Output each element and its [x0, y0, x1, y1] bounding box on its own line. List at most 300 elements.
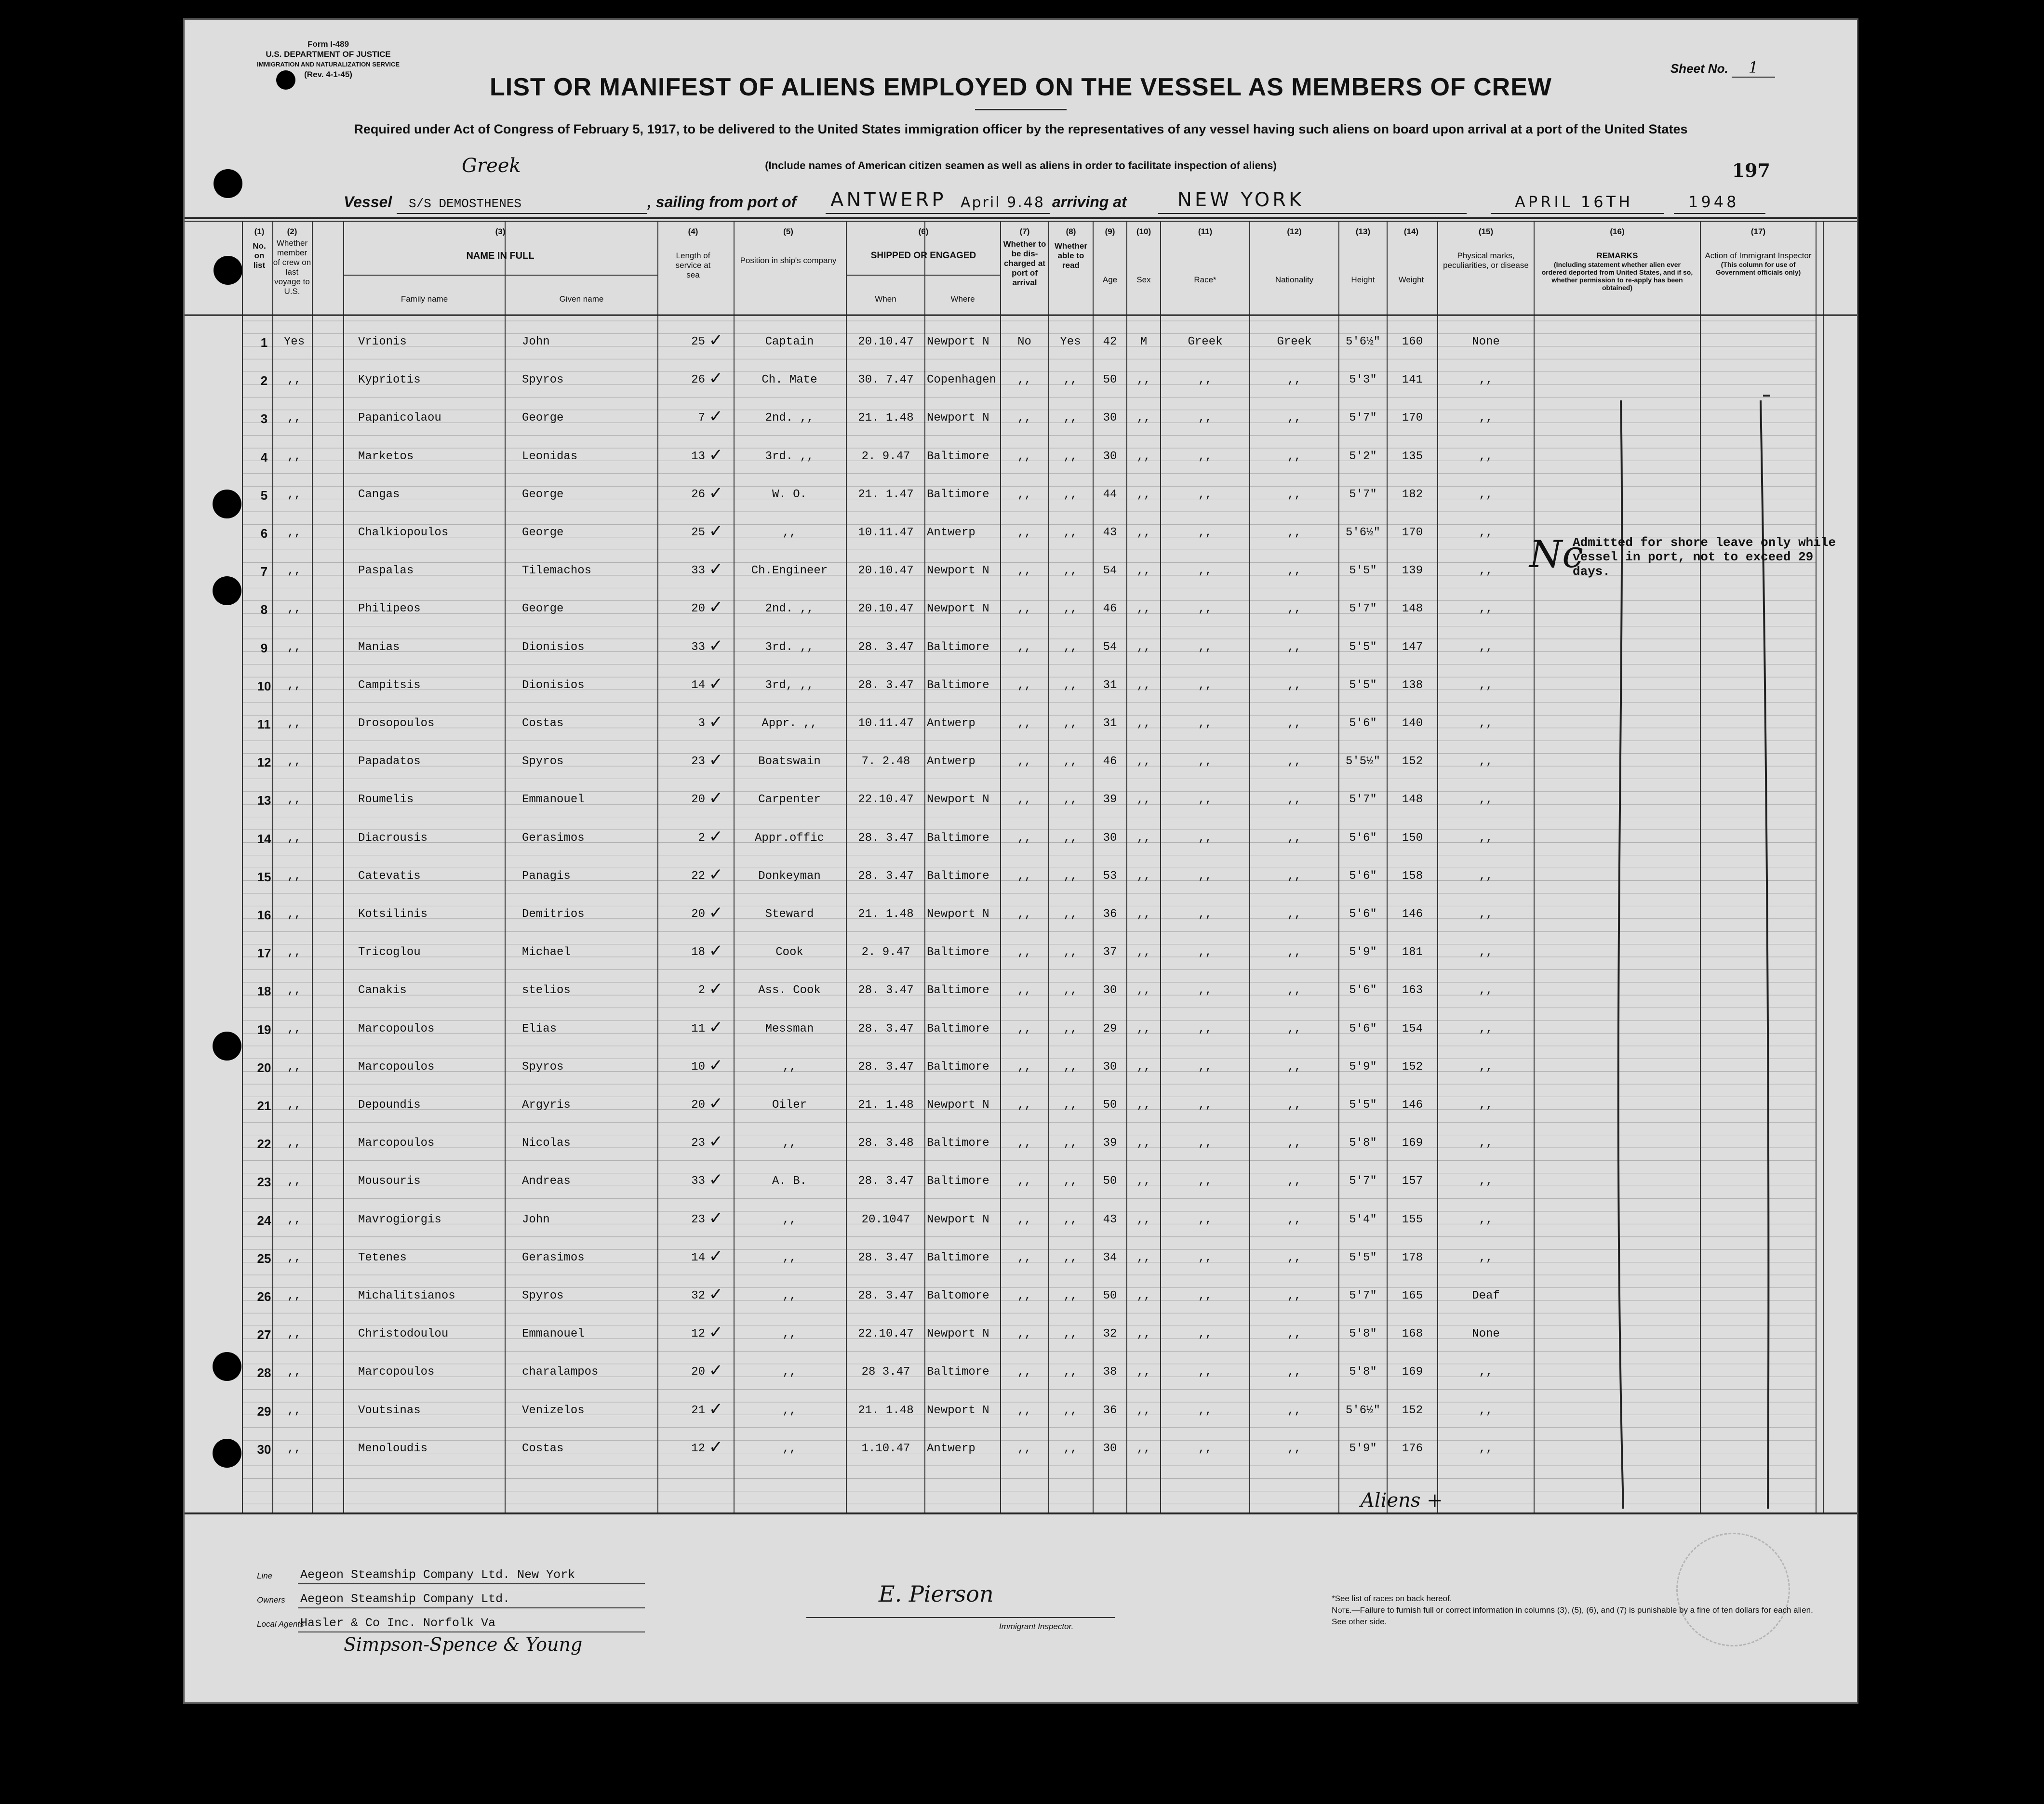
- inspector-signature: E. Pierson: [879, 1581, 994, 1607]
- cell-service: 26: [691, 488, 705, 501]
- cell-sex: ,,: [1136, 1137, 1151, 1150]
- cell-prev-voyage: Yes: [283, 335, 305, 348]
- cell-when: 7. 2.48: [861, 755, 910, 769]
- cell-read: ,,: [1063, 373, 1078, 387]
- check-mark: ✓: [710, 1208, 722, 1230]
- cell-read: ,,: [1063, 1251, 1078, 1264]
- cell-position: Ch.Engineer: [751, 564, 828, 578]
- cell-position: Steward: [765, 908, 814, 921]
- cell-nationality: ,,: [1287, 1175, 1301, 1188]
- cell-service: 25: [691, 526, 705, 539]
- cell-sex: ,,: [1136, 793, 1151, 807]
- cell-height: 5'8": [1349, 1327, 1377, 1341]
- cell-where: Baltimore: [927, 1060, 989, 1074]
- cell-prev-voyage: ,,: [287, 564, 301, 578]
- cell-no: 12: [257, 755, 271, 770]
- cell-height: 5'6": [1349, 869, 1377, 883]
- check-mark: ✓: [710, 483, 722, 505]
- cell-where: Antwerp: [927, 526, 975, 539]
- cell-marks: ,,: [1479, 946, 1493, 959]
- table-row: [185, 1285, 1857, 1309]
- cell-sex: ,,: [1136, 1366, 1151, 1379]
- cell-weight: 182: [1402, 488, 1423, 501]
- cell-service: 12: [691, 1442, 705, 1455]
- cell-prev-voyage: ,,: [287, 755, 301, 769]
- cell-race: ,,: [1198, 908, 1212, 921]
- cell-height: 5'8": [1349, 1137, 1377, 1150]
- check-mark: ✓: [710, 979, 722, 1001]
- cell-marks: ,,: [1479, 373, 1493, 387]
- check-mark: ✓: [710, 1399, 722, 1421]
- cell-given-name: John: [522, 335, 550, 348]
- cell-nationality: ,,: [1287, 1060, 1301, 1074]
- cell-read: ,,: [1063, 984, 1078, 997]
- agents-handwritten: Simpson-Spence & Young: [344, 1634, 583, 1655]
- cell-nationality: ,,: [1287, 1213, 1301, 1226]
- cell-given-name: Gerasimos: [522, 831, 585, 845]
- cell-read: ,,: [1063, 450, 1078, 463]
- cell-nationality: ,,: [1287, 869, 1301, 883]
- cell-given-name: John: [522, 1213, 550, 1226]
- table-row: [185, 1361, 1857, 1385]
- table-row: [185, 979, 1857, 1003]
- check-mark: ✓: [710, 941, 722, 963]
- table-row: [185, 788, 1857, 812]
- cell-no: 9: [260, 640, 268, 655]
- line-label: Line: [257, 1571, 273, 1580]
- cell-weight: 148: [1402, 793, 1423, 807]
- cell-weight: 181: [1402, 946, 1423, 959]
- cell-prev-voyage: ,,: [287, 373, 301, 387]
- cell-service: 14: [691, 1251, 705, 1264]
- cell-when: 28. 3.48: [858, 1137, 914, 1150]
- cell-service: 32: [691, 1289, 705, 1302]
- cell-sex: ,,: [1136, 1251, 1151, 1264]
- cell-read: ,,: [1063, 1099, 1078, 1112]
- cell-weight: 148: [1402, 602, 1423, 616]
- cell-discharged: ,,: [1017, 488, 1031, 501]
- cell-family-name: Tricoglou: [358, 946, 421, 959]
- cell-weight: 165: [1402, 1289, 1423, 1302]
- cell-prev-voyage: ,,: [287, 1327, 301, 1341]
- cell-nationality: ,,: [1287, 717, 1301, 730]
- cell-nationality: ,,: [1287, 488, 1301, 501]
- cell-weight: 147: [1402, 640, 1423, 654]
- cell-discharged: ,,: [1017, 1251, 1031, 1264]
- cell-marks: ,,: [1479, 1060, 1493, 1074]
- cell-weight: 146: [1402, 908, 1423, 921]
- cell-family-name: Michalitsianos: [358, 1289, 455, 1302]
- cell-height: 5'6": [1349, 717, 1377, 730]
- cell-race: ,,: [1198, 373, 1212, 387]
- cell-height: 5'7": [1349, 1289, 1377, 1302]
- cell-sex: ,,: [1136, 488, 1151, 501]
- cell-sex: ,,: [1136, 1022, 1151, 1035]
- cell-weight: 158: [1402, 869, 1423, 883]
- cell-no: 22: [257, 1137, 271, 1152]
- crew-table: [185, 217, 1857, 1516]
- cell-race: ,,: [1198, 869, 1212, 883]
- cell-service: 13: [691, 450, 705, 463]
- height-column-annotation: Aliens +: [1361, 1489, 1443, 1512]
- cell-read: ,,: [1063, 1327, 1078, 1341]
- cell-prev-voyage: ,,: [287, 984, 301, 997]
- cell-age: 50: [1103, 373, 1117, 387]
- cell-discharged: ,,: [1017, 717, 1031, 730]
- cell-read: Yes: [1060, 335, 1081, 348]
- cell-given-name: Nicolas: [522, 1137, 571, 1150]
- punch-hole: [214, 169, 242, 198]
- cell-given-name: Venizelos: [522, 1404, 585, 1417]
- check-mark: ✓: [710, 1437, 722, 1459]
- cell-height: 5'9": [1349, 946, 1377, 959]
- cell-when: 28. 3.47: [858, 831, 914, 845]
- cell-discharged: ,,: [1017, 1366, 1031, 1379]
- cell-weight: 152: [1402, 755, 1423, 769]
- page-subtitle: Required under Act of Congress of February 5, 1917, to be delivered to the United States immigration officer by the representatives of any vessel having such aliens on board upon arrival at a port of the United States: [354, 122, 1688, 136]
- cell-no: 29: [257, 1404, 271, 1419]
- cell-family-name: Christodoulou: [358, 1327, 449, 1341]
- cell-no: 2: [260, 373, 268, 388]
- cell-age: 31: [1103, 717, 1117, 730]
- cell-discharged: ,,: [1017, 1022, 1031, 1035]
- cell-family-name: Manias: [358, 640, 400, 654]
- cell-race: ,,: [1198, 678, 1212, 692]
- cell-marks: Deaf: [1472, 1289, 1500, 1302]
- cell-when: 22.10.47: [858, 793, 914, 807]
- cell-race: ,,: [1198, 526, 1212, 539]
- cell-no: 14: [257, 831, 271, 846]
- cell-age: 32: [1103, 1327, 1117, 1341]
- cell-when: 20.10.47: [858, 564, 914, 578]
- cell-given-name: Dionisios: [522, 678, 585, 692]
- cell-family-name: Canakis: [358, 984, 407, 997]
- cell-race: ,,: [1198, 564, 1212, 578]
- cell-age: 39: [1103, 793, 1117, 807]
- cell-discharged: ,,: [1017, 1175, 1031, 1188]
- cell-given-name: charalampos: [522, 1366, 599, 1379]
- cell-marks: ,,: [1479, 450, 1493, 463]
- cell-height: 5'7": [1349, 1175, 1377, 1188]
- cell-race: ,,: [1198, 1289, 1212, 1302]
- port-of-arrival: NEW YORK: [1177, 189, 1305, 211]
- cell-age: 30: [1103, 831, 1117, 845]
- cell-where: Newport N: [927, 411, 989, 425]
- table-row: [185, 1399, 1857, 1423]
- check-mark: ✓: [710, 712, 722, 734]
- cell-given-name: Leonidas: [522, 450, 578, 463]
- cell-nationality: ,,: [1287, 450, 1301, 463]
- cell-where: Baltomore: [927, 1289, 989, 1302]
- cell-no: 26: [257, 1289, 271, 1304]
- cell-where: Newport N: [927, 564, 989, 578]
- cell-given-name: Costas: [522, 1442, 564, 1455]
- table-row: [185, 674, 1857, 698]
- owners-label: Owners: [257, 1595, 285, 1605]
- cell-family-name: Kypriotis: [358, 373, 421, 387]
- cell-sex: ,,: [1136, 602, 1151, 616]
- handwritten-annotation: Greek: [462, 155, 521, 177]
- cell-nationality: ,,: [1287, 564, 1301, 578]
- arrival-date: APRIL 16TH: [1515, 193, 1633, 211]
- cell-family-name: Kotsilinis: [358, 908, 428, 921]
- cell-prev-voyage: ,,: [287, 1137, 301, 1150]
- check-mark: ✓: [710, 674, 722, 696]
- cell-age: 44: [1103, 488, 1117, 501]
- cell-marks: ,,: [1479, 1022, 1493, 1035]
- col-header-no: (1) No. on list: [253, 227, 266, 270]
- cell-given-name: Elias: [522, 1022, 557, 1035]
- check-mark: ✓: [710, 521, 722, 543]
- cell-family-name: Marcopoulos: [358, 1060, 435, 1074]
- cell-family-name: Catevatis: [358, 869, 421, 883]
- cell-age: 36: [1103, 908, 1117, 921]
- cell-sex: ,,: [1136, 1099, 1151, 1112]
- cell-height: 5'5": [1349, 564, 1377, 578]
- cell-no: 6: [260, 526, 268, 541]
- cell-discharged: ,,: [1017, 831, 1031, 845]
- cell-position: 2nd. ,,: [765, 411, 814, 425]
- cell-height: 5'9": [1349, 1442, 1377, 1455]
- cell-service: 3: [698, 717, 705, 730]
- cell-where: Baltimore: [927, 1366, 989, 1379]
- cell-when: 20.1047: [861, 1213, 910, 1226]
- cell-position: Ch. Mate: [761, 373, 817, 387]
- cell-age: 30: [1103, 450, 1117, 463]
- cell-weight: 140: [1402, 717, 1423, 730]
- cell-nationality: ,,: [1287, 411, 1301, 425]
- col-header-when: When: [875, 294, 896, 304]
- cell-sex: ,,: [1136, 946, 1151, 959]
- cell-family-name: Paspalas: [358, 564, 414, 578]
- check-mark: ✓: [710, 597, 722, 620]
- cell-where: Newport N: [927, 1327, 989, 1341]
- cell-nationality: ,,: [1287, 1404, 1301, 1417]
- cell-where: Antwerp: [927, 755, 975, 769]
- cell-position: Cook: [775, 946, 803, 959]
- cell-when: 22.10.47: [858, 1327, 914, 1341]
- cell-height: 5'5½": [1345, 755, 1380, 769]
- cell-marks: ,,: [1479, 1366, 1493, 1379]
- cell-where: Baltimore: [927, 640, 989, 654]
- cell-position: 3rd, ,,: [765, 678, 814, 692]
- cell-weight: 176: [1402, 1442, 1423, 1455]
- cell-family-name: Marcopoulos: [358, 1022, 435, 1035]
- cell-sex: ,,: [1136, 1060, 1151, 1074]
- cell-family-name: Marcopoulos: [358, 1137, 435, 1150]
- manifest-sheet: [183, 18, 1858, 1704]
- cell-family-name: Papanicolaou: [358, 411, 441, 425]
- cell-height: 5'7": [1349, 793, 1377, 807]
- cell-prev-voyage: ,,: [287, 602, 301, 616]
- cell-age: 53: [1103, 869, 1117, 883]
- cell-where: Baltimore: [927, 1022, 989, 1035]
- cell-height: 5'6½": [1345, 526, 1380, 539]
- cell-given-name: Spyros: [522, 1060, 564, 1074]
- check-mark: ✓: [710, 1017, 722, 1039]
- cell-sex: ,,: [1136, 869, 1151, 883]
- cell-given-name: Michael: [522, 946, 571, 959]
- cell-weight: 168: [1402, 1327, 1423, 1341]
- cell-nationality: ,,: [1287, 1327, 1301, 1341]
- cell-nationality: ,,: [1287, 1289, 1301, 1302]
- table-row: [185, 712, 1857, 736]
- cell-read: ,,: [1063, 1213, 1078, 1226]
- cell-where: Baltimore: [927, 946, 989, 959]
- agents-label: Local Agents: [257, 1619, 304, 1629]
- cell-where: Copenhagen: [927, 373, 997, 387]
- table-row: [185, 1170, 1857, 1194]
- cell-service: 2: [698, 831, 705, 845]
- cell-when: 28. 3.47: [858, 1251, 914, 1264]
- cell-read: ,,: [1063, 755, 1078, 769]
- cell-family-name: Diacrousis: [358, 831, 428, 845]
- check-mark: ✓: [710, 864, 722, 887]
- cell-service: 10: [691, 1060, 705, 1074]
- instruction-note: (Include names of American citizen seamen as well as aliens in order to facilitate inspection of aliens): [765, 159, 1277, 172]
- cell-no: 8: [260, 602, 268, 617]
- cell-discharged: ,,: [1017, 1327, 1031, 1341]
- table-row: [185, 826, 1857, 851]
- table-row: [185, 1437, 1857, 1461]
- cell-sex: ,,: [1136, 640, 1151, 654]
- cell-marks: ,,: [1479, 411, 1493, 425]
- cell-read: ,,: [1063, 1060, 1078, 1074]
- col-header-age: (9) Age: [1102, 227, 1118, 284]
- cell-read: ,,: [1063, 602, 1078, 616]
- cell-service: 20: [691, 1099, 705, 1112]
- cell-sex: ,,: [1136, 450, 1151, 463]
- cell-given-name: stelios: [522, 984, 571, 997]
- cell-family-name: Philipeos: [358, 602, 421, 616]
- col-header-service: (4) Length of service at sea: [675, 227, 711, 279]
- cell-discharged: ,,: [1017, 1137, 1031, 1150]
- cell-discharged: ,,: [1017, 602, 1031, 616]
- cell-family-name: Mavrogiorgis: [358, 1213, 441, 1226]
- cell-where: Baltimore: [927, 488, 989, 501]
- cell-marks: ,,: [1479, 869, 1493, 883]
- cell-no: 15: [257, 869, 271, 884]
- cell-position: ,,: [782, 1251, 797, 1264]
- cell-marks: ,,: [1479, 717, 1493, 730]
- arrival-year: 1948: [1688, 193, 1739, 211]
- check-mark: ✓: [710, 1170, 722, 1192]
- cell-height: 5'4": [1349, 1213, 1377, 1226]
- cell-position: ,,: [782, 1137, 797, 1150]
- cell-race: ,,: [1198, 793, 1212, 807]
- cell-when: 21. 1.47: [858, 488, 914, 501]
- cell-position: Boatswain: [758, 755, 821, 769]
- cell-given-name: Spyros: [522, 755, 564, 769]
- cell-marks: None: [1472, 335, 1500, 348]
- cell-age: 30: [1103, 1442, 1117, 1455]
- cell-service: 20: [691, 602, 705, 616]
- cell-read: ,,: [1063, 1289, 1078, 1302]
- cell-read: ,,: [1063, 1366, 1078, 1379]
- cell-position: Ass. Cook: [758, 984, 821, 997]
- cell-no: 3: [260, 411, 268, 426]
- cell-no: 24: [257, 1213, 271, 1228]
- check-mark: ✓: [710, 559, 722, 582]
- cell-position: ,,: [782, 1442, 797, 1455]
- cell-prev-voyage: ,,: [287, 869, 301, 883]
- title-rule: [975, 109, 1067, 110]
- cell-marks: ,,: [1479, 1099, 1493, 1112]
- cell-where: Baltimore: [927, 984, 989, 997]
- cell-family-name: Tetenes: [358, 1251, 407, 1264]
- table-row: [185, 1055, 1857, 1080]
- cell-discharged: ,,: [1017, 1213, 1031, 1226]
- table-row: [185, 445, 1857, 469]
- cell-no: 19: [257, 1022, 271, 1037]
- cell-no: 17: [257, 946, 271, 961]
- col-header-height: (13) Height: [1351, 227, 1375, 284]
- cell-discharged: ,,: [1017, 640, 1031, 654]
- col-header-family-name: Family name: [401, 294, 448, 304]
- check-mark: ✓: [710, 636, 722, 658]
- col-header-weight: (14) Weight: [1398, 227, 1424, 284]
- cell-sex: ,,: [1136, 1175, 1151, 1188]
- cell-read: ,,: [1063, 1442, 1078, 1455]
- cell-race: ,,: [1198, 1366, 1212, 1379]
- cell-where: Baltimore: [927, 1251, 989, 1264]
- cell-when: 20.10.47: [858, 602, 914, 616]
- cell-sex: ,,: [1136, 1289, 1151, 1302]
- cell-height: 5'6": [1349, 831, 1377, 845]
- cell-marks: ,,: [1479, 488, 1493, 501]
- cell-race: ,,: [1198, 488, 1212, 501]
- cell-read: ,,: [1063, 1022, 1078, 1035]
- cell-age: 36: [1103, 1404, 1117, 1417]
- cell-nationality: ,,: [1287, 1442, 1301, 1455]
- cell-no: 27: [257, 1327, 271, 1342]
- cell-weight: 170: [1402, 411, 1423, 425]
- cell-prev-voyage: ,,: [287, 717, 301, 730]
- cell-given-name: Panagis: [522, 869, 571, 883]
- cell-prev-voyage: ,,: [287, 831, 301, 845]
- col-header-action: (17) Action of Immigrant Inspector (This column for use of Government officials only): [1705, 227, 1812, 276]
- cell-when: 1.10.47: [861, 1442, 910, 1455]
- cell-nationality: ,,: [1287, 602, 1301, 616]
- cell-read: ,,: [1063, 678, 1078, 692]
- cell-discharged: ,,: [1017, 678, 1031, 692]
- cell-position: A. B.: [772, 1175, 807, 1188]
- cell-where: Baltimore: [927, 831, 989, 845]
- cell-race: ,,: [1198, 1175, 1212, 1188]
- cell-position: W. O.: [772, 488, 807, 501]
- table-row: [185, 903, 1857, 927]
- cell-weight: 160: [1402, 335, 1423, 348]
- cell-service: 2: [698, 984, 705, 997]
- cell-nationality: ,,: [1287, 1022, 1301, 1035]
- cell-sex: ,,: [1136, 1404, 1151, 1417]
- col-header-race: (11) Race*: [1194, 227, 1216, 284]
- cell-marks: ,,: [1479, 640, 1493, 654]
- cell-family-name: Mousouris: [358, 1175, 421, 1188]
- cell-weight: 141: [1402, 373, 1423, 387]
- check-mark: ✓: [710, 407, 722, 429]
- cell-sex: ,,: [1136, 373, 1151, 387]
- cell-where: Newport N: [927, 1213, 989, 1226]
- cell-given-name: Argyris: [522, 1099, 571, 1112]
- cell-service: 26: [691, 373, 705, 387]
- cell-race: ,,: [1198, 1327, 1212, 1341]
- cell-prev-voyage: ,,: [287, 1289, 301, 1302]
- cell-service: 7: [698, 411, 705, 425]
- cell-given-name: Demitrios: [522, 908, 585, 921]
- cell-nationality: ,,: [1287, 526, 1301, 539]
- cell-height: 5'3": [1349, 373, 1377, 387]
